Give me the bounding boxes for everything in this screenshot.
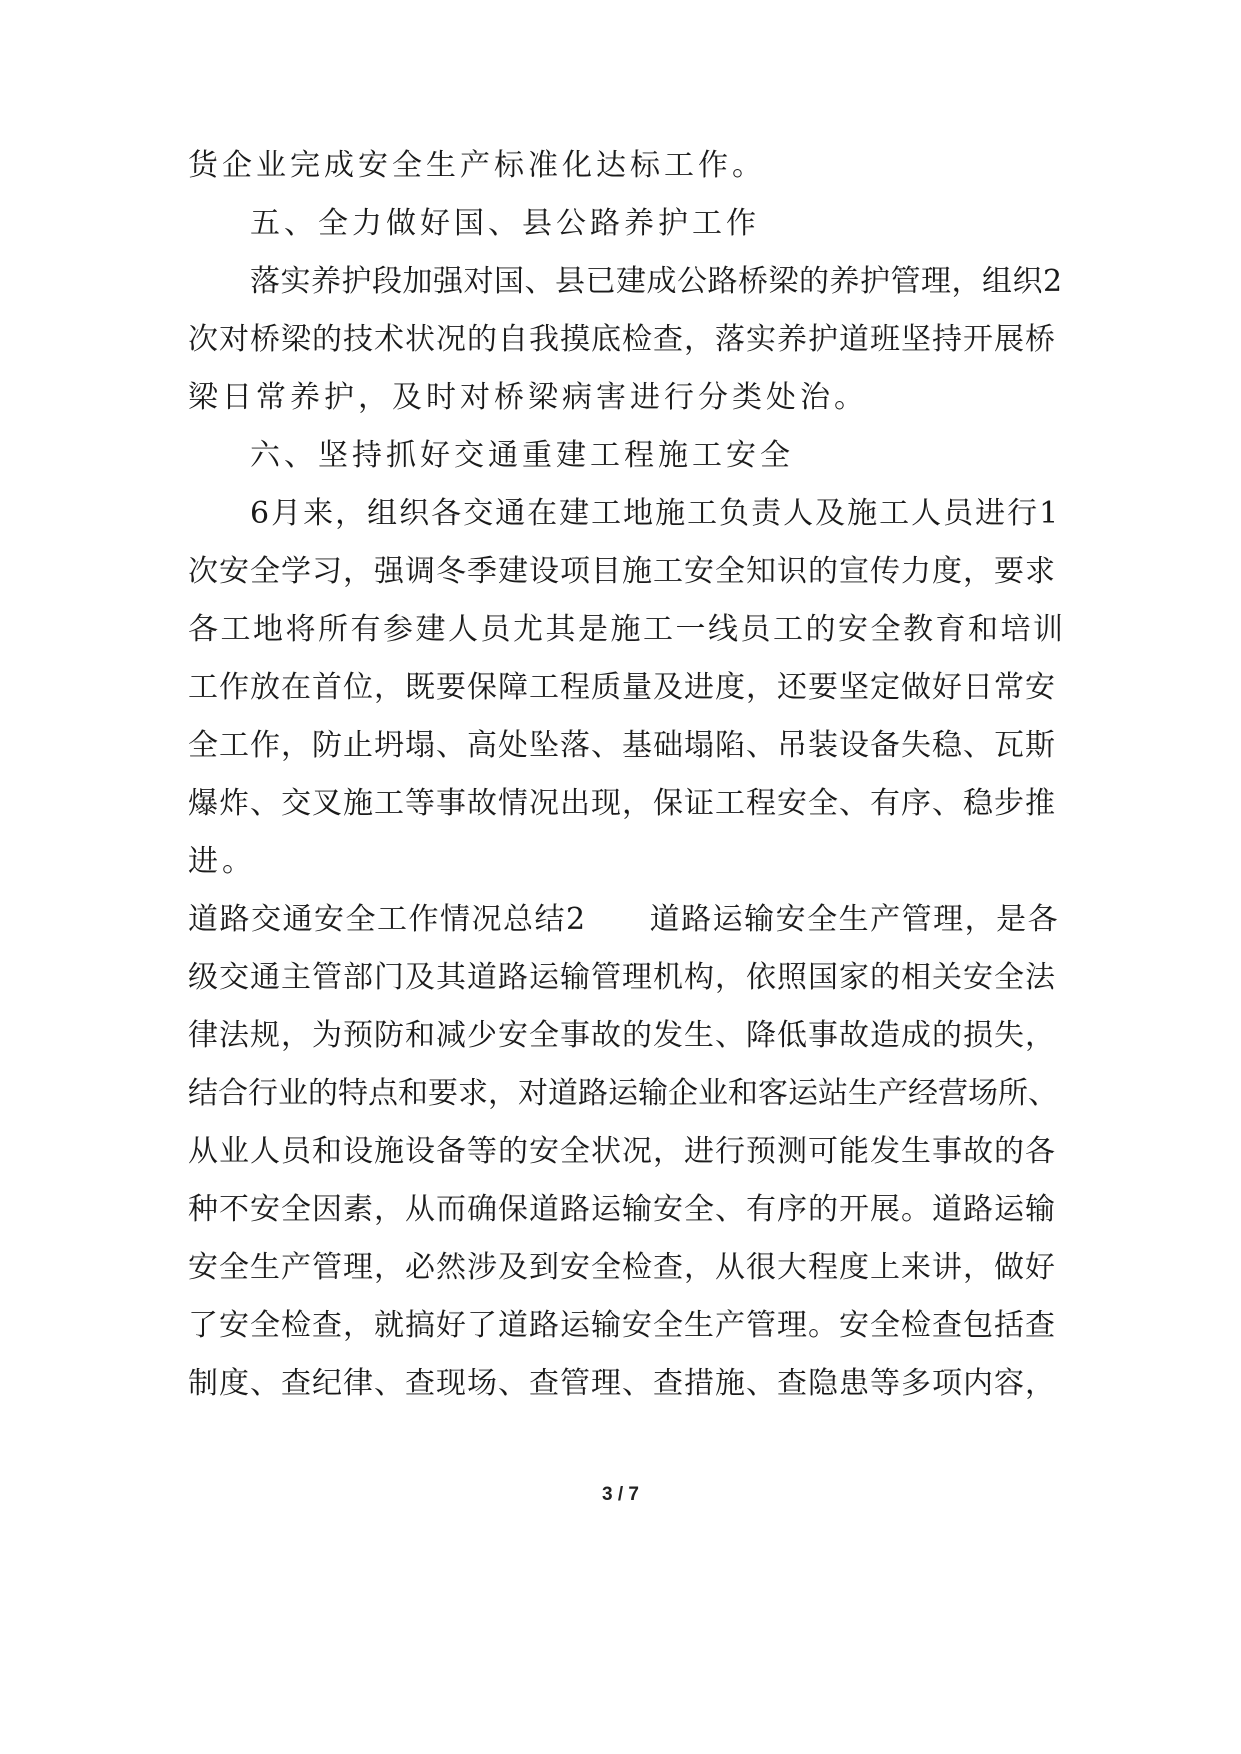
text-line-12: 爆炸、交叉施工等事故情况出现，保证工程安全、有序、稳步推 [188,786,1056,821]
text-line-19: 种不安全因素，从而确保道路运输安全、有序的开展。道路运输 [188,1192,1056,1227]
text-line-1: 货企业完成安全生产标准化达标工作。 [188,148,766,183]
text-line-9: 各工地将所有参建人员尤其是施工一线员工的安全教育和培训 [188,612,1066,647]
text-line-16: 律法规，为预防和减少安全事故的发生、降低事故造成的损失， [188,1018,1056,1053]
text-line-18: 从业人员和设施设备等的安全状况，进行预测可能发生事故的各 [188,1134,1056,1169]
text-line-21: 了安全检查，就搞好了道路运输安全生产管理。安全检查包括查 [188,1308,1056,1343]
section-heading-5: 五、全力做好国、县公路养护工作 [250,206,760,241]
text-line-17: 结合行业的特点和要求，对道路运输企业和客运站生产经营场所、 [188,1076,1058,1111]
text-line-7: 6月来，组织各交通在建工地施工负责人及施工人员进行1 [250,496,1061,531]
text-line-15: 级交通主管部门及其道路运输管理机构，依照国家的相关安全法 [188,960,1056,995]
text-line-20: 安全生产管理，必然涉及到安全检查，从很大程度上来讲，做好 [188,1250,1056,1285]
text-line-13: 进。 [188,844,256,879]
text-line-10: 工作放在首位，既要保障工程质量及进度，还要坚定做好日常安 [188,670,1056,705]
text-line-22: 制度、查纪律、查现场、查管理、查措施、查隐患等多项内容， [188,1366,1056,1401]
text-line-11: 全工作，防止坍塌、高处坠落、基础塌陷、吊装设备失稳、瓦斯 [188,728,1056,763]
text-line-4: 次对桥梁的技术状况的自我摸底检查，落实养护道班坚持开展桥 [188,322,1056,357]
section-heading-6: 六、坚持抓好交通重建工程施工安全 [250,438,794,473]
text-line-5: 梁日常养护，及时对桥梁病害进行分类处治。 [188,380,868,415]
text-line-3: 落实养护段加强对国、县已建成公路桥梁的养护管理，组织2 [250,264,1063,299]
text-line-14: 道路交通安全工作情况总结2 道路运输安全生产管理，是各 [188,902,1060,937]
page-number: 3 / 7 [602,1484,639,1505]
text-line-8: 次安全学习，强调冬季建设项目施工安全知识的宣传力度，要求 [188,554,1056,589]
